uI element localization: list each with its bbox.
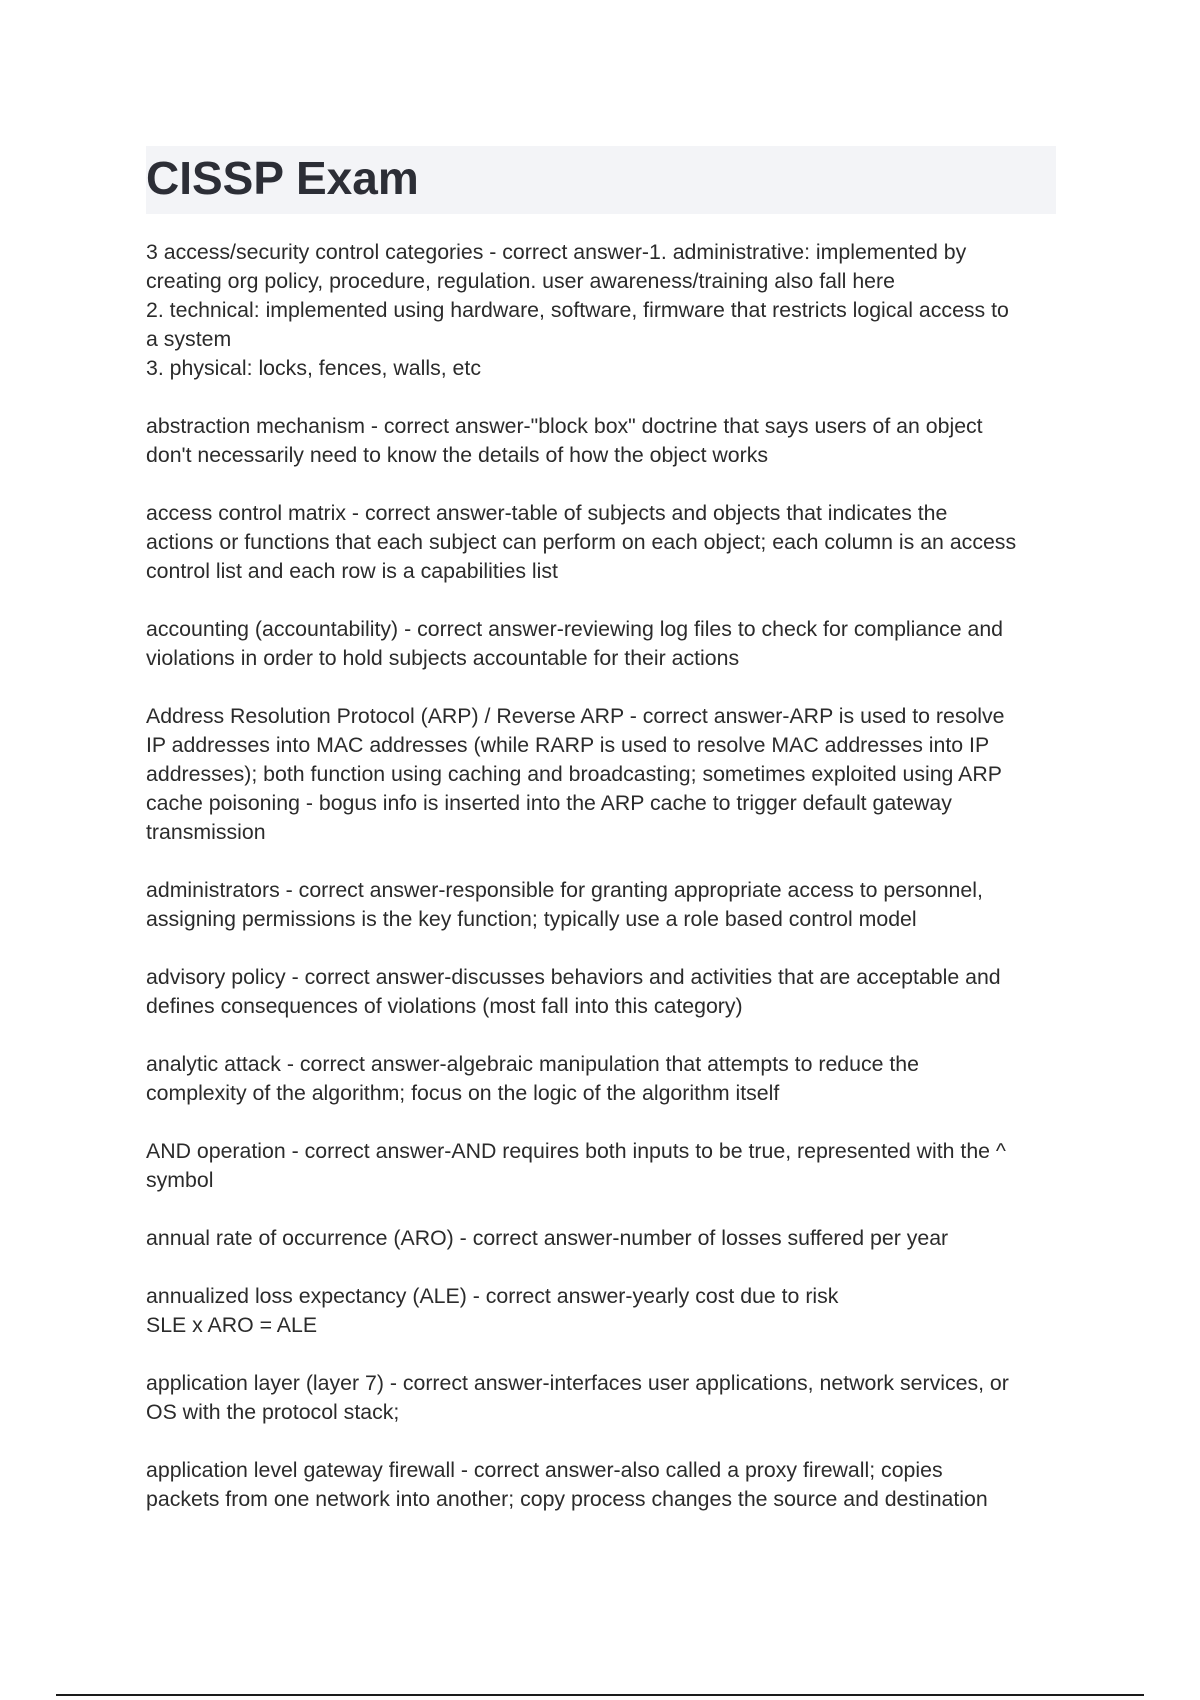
- entry-line: AND operation - correct answer-AND requires both inputs to be true, represented with the ^: [146, 1139, 1006, 1163]
- entry-line: assigning permissions is the key function; typically use a role based control model: [146, 907, 917, 931]
- entry-line: analytic attack - correct answer-algebraic manipulation that attempts to reduce the: [146, 1052, 919, 1076]
- entry-line: accounting (accountability) - correct answer-reviewing log files to check for compliance and: [146, 617, 1004, 641]
- entry-line: don't necessarily need to know the details of how the object works: [146, 443, 769, 467]
- page-title: CISSP Exam: [146, 152, 419, 204]
- entry-line: creating org policy, procedure, regulation. user awareness/training also fall here: [146, 269, 895, 293]
- entry-analytic-attack: [146, 1050, 1066, 1108]
- entry-and-operation: [146, 1137, 1066, 1195]
- entry-line: complexity of the algorithm; focus on the logic of the algorithm itself: [146, 1081, 780, 1105]
- entry-administrators: [146, 876, 1066, 934]
- entry-line: symbol: [146, 1168, 214, 1192]
- entry-line: Address Resolution Protocol (ARP) / Reverse ARP - correct answer-ARP is used to resolve: [146, 704, 1005, 728]
- entry-line: 3. physical: locks, fences, walls, etc: [146, 356, 481, 380]
- entry-line: annual rate of occurrence (ARO) - correct answer-number of losses suffered per year: [146, 1226, 949, 1250]
- entry-access-control-matrix: [146, 499, 1066, 586]
- entry-advisory-policy: [146, 963, 1066, 1021]
- entry-aro: [146, 1224, 1066, 1253]
- flashcard-list: [146, 238, 1066, 1543]
- entry-line: control list and each row is a capabilities list: [146, 559, 558, 583]
- entry-line: transmission: [146, 820, 266, 844]
- entry-line: abstraction mechanism - correct answer-"block box" doctrine that says users of an object: [146, 414, 983, 438]
- entry-line: addresses); both function using caching and broadcasting; sometimes exploited using ARP: [146, 762, 1002, 786]
- entry-line: 3 access/security control categories - correct answer-1. administrative: implemented by: [146, 240, 967, 264]
- entry-access-control-categories: [146, 238, 1066, 383]
- entry-line: actions or functions that each subject can perform on each object; each column is an access: [146, 530, 1017, 554]
- entry-line: administrators - correct answer-responsible for granting appropriate access to personnel,: [146, 878, 983, 902]
- entry-line: SLE x ARO = ALE: [146, 1313, 318, 1337]
- entry-line: violations in order to hold subjects accountable for their actions: [146, 646, 740, 670]
- entry-line: cache poisoning - bogus info is inserted into the ARP cache to trigger default gateway: [146, 791, 952, 815]
- entry-line: 2. technical: implemented using hardware, software, firmware that restricts logical access to: [146, 298, 1009, 322]
- entry-line: OS with the protocol stack;: [146, 1400, 400, 1424]
- entry-line: application layer (layer 7) - correct answer-interfaces user applications, network services, or: [146, 1371, 1009, 1395]
- page-bottom-divider: [56, 1694, 1144, 1696]
- entry-line: IP addresses into MAC addresses (while RARP is used to resolve MAC addresses into IP: [146, 733, 990, 757]
- title-banner: [146, 146, 1056, 214]
- entry-application-layer: [146, 1369, 1066, 1427]
- entry-line: application level gateway firewall - correct answer-also called a proxy firewall; copies: [146, 1458, 943, 1482]
- entry-accounting: [146, 615, 1066, 673]
- entry-arp: [146, 702, 1066, 847]
- entry-ale: [146, 1282, 1066, 1340]
- entry-abstraction-mechanism: [146, 412, 1066, 470]
- entry-line: access control matrix - correct answer-table of subjects and objects that indicates the: [146, 501, 948, 525]
- entry-application-level-gateway: [146, 1456, 1066, 1514]
- entry-line: annualized loss expectancy (ALE) - correct answer-yearly cost due to risk: [146, 1284, 839, 1308]
- entry-line: packets from one network into another; copy process changes the source and destination: [146, 1487, 988, 1511]
- entry-line: advisory policy - correct answer-discusses behaviors and activities that are acceptable and: [146, 965, 1001, 989]
- entry-line: a system: [146, 327, 232, 351]
- entry-line: defines consequences of violations (most fall into this category): [146, 994, 743, 1018]
